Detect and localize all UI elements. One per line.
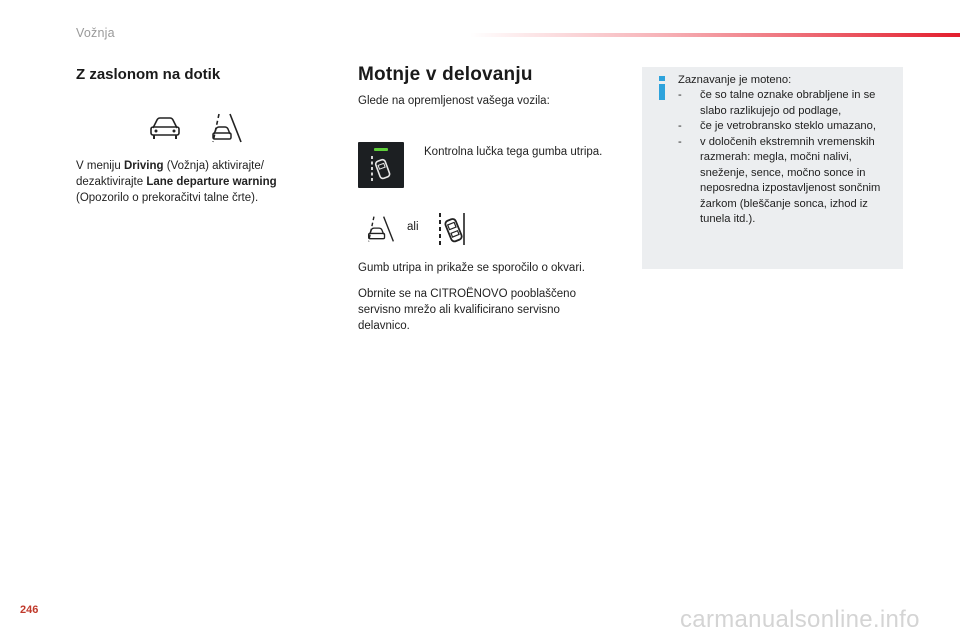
touchscreen-instructions: V meniju Driving (Vožnja) aktivirajte/ dezaktivirajte Lane departure warning (Opozorilo o prekoračitvi talne črte). xyxy=(76,160,277,204)
list-item: - v določenih ekstremnih vremenskih razmerah: megla, močni nalivi, sneženje, sence, močno sonce in neposredna izpostavljenost sončnim žarkom (bleščanje sonca, izhod iz tunela itd.). xyxy=(678,135,881,225)
warning-led xyxy=(374,148,388,151)
info-intro: Zaznavanje je moteno: xyxy=(678,74,792,86)
lane-departure-button-icon xyxy=(358,142,404,188)
feature-name: Lane departure warning xyxy=(146,176,277,188)
lane-departure-icon xyxy=(366,214,396,244)
touchscreen-icons xyxy=(148,112,248,146)
alternative-icons xyxy=(366,214,476,248)
page-number: 246 xyxy=(20,604,39,616)
lane-departure-car-icon xyxy=(436,210,466,248)
car-front-icon xyxy=(148,112,182,142)
menu-name: Driving xyxy=(123,160,164,172)
malfunction-section xyxy=(358,64,618,332)
watermark: carmanualsonline.info xyxy=(680,606,920,633)
malfunction-intro: Glede na opremljenost vašega vozila: xyxy=(358,95,550,107)
info-box xyxy=(642,67,903,269)
list-item: - če so talne oznake obrabljene in se slabo razlikujejo od podlage, xyxy=(678,89,876,117)
info-list xyxy=(678,88,900,228)
or-label: ali xyxy=(407,221,419,233)
lane-warning-button-illustration xyxy=(358,142,404,188)
button-caption: Kontrolna lučka tega gumba utripa. xyxy=(424,146,603,158)
section-label: Vožnja xyxy=(76,26,115,40)
flash-message: Gumb utripa in prikaže se sporočilo o okvari. xyxy=(358,262,585,274)
info-icon xyxy=(656,76,668,100)
malfunction-title: Motnje v delovanju xyxy=(358,64,533,85)
touchscreen-title: Z zaslonom na dotik xyxy=(76,66,221,83)
lane-departure-icon xyxy=(210,112,244,144)
header-rule xyxy=(470,33,960,37)
contact-dealer: Obrnite se na CITROËNOVO pooblaščeno servisno mrežo ali kvalificirano servisno delavnico. xyxy=(358,288,576,332)
touchscreen-section xyxy=(76,66,316,204)
list-item: - če je vetrobransko steklo umazano, xyxy=(678,120,876,132)
